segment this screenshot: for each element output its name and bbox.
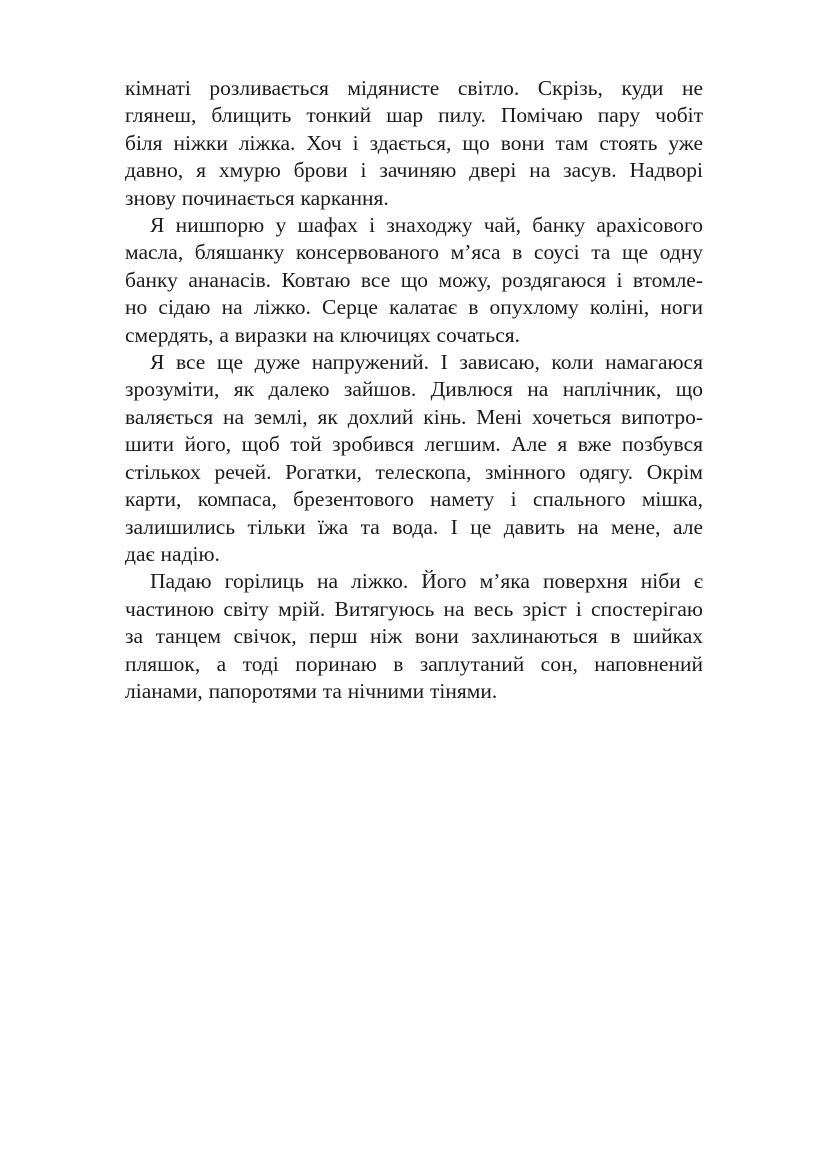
text-line: но сідаю на ліжко. Серце калатає в опухлому коліні, ноги (125, 295, 703, 320)
paragraph (125, 349, 703, 568)
text-line: карти, компаса, брезентового намету і спального мішка, (125, 487, 703, 512)
text-line: смердять, а виразки на ключицях сочаться. (125, 322, 520, 347)
text-line: стількох речей. Рогатки, телескопа, змінного одягу. Окрім (125, 459, 703, 484)
text-line: біля ніжки ліжка. Хоч і здається, що вони там стоять уже (125, 130, 703, 155)
text-line: пляшок, а тоді поринаю в заплутаний сон, наповнений (125, 651, 703, 676)
text-line: масла, бляшанку консервованого м’яса в соусі та ще одну (125, 240, 703, 265)
text-line: кімнаті розливається мідянисте світло. Скрізь, куди не (125, 76, 703, 100)
text-block (125, 75, 703, 705)
text-line: давно, я хмурю брови і зачиняю двері на засув. Надворі (125, 158, 703, 183)
text-line: знову починається каркання. (125, 185, 389, 210)
text-line: Я все ще дуже напружений. І зависаю, коли намагаюся (150, 350, 703, 375)
paragraph (125, 75, 703, 212)
text-line: глянеш, блищить тонкий шар пилу. Помічаю пару чобіт (125, 103, 703, 128)
text-line: ліанами, папоротями та нічними тінями. (125, 678, 498, 703)
text-line: Падаю горілиць на ліжко. Його м’яка поверхня ніби є (150, 569, 703, 594)
text-line: Я нишпорю у шафах і знаходжу чай, банку арахісового (150, 213, 703, 238)
text-line: за танцем свічок, перш ніж вони захлинаються в шийках (125, 624, 703, 649)
paragraph (125, 568, 703, 705)
text-line: дає надію. (125, 541, 220, 566)
text-line: зрозуміти, як далеко зайшов. Дивлюся на наплічник, що (125, 377, 703, 402)
text-line: залишились тільки їжа та вода. І це давить на мене, але (125, 514, 703, 539)
text-line: банку ананасів. Ковтаю все що можу, роздягаюся і втомле- (125, 267, 703, 292)
text-line: частиною світу мрій. Витягуюсь на весь зріст і спостерігаю (125, 596, 703, 621)
text-line: валяється на землі, як дохлий кінь. Мені хочеться випотро- (125, 404, 703, 429)
paragraph (125, 212, 703, 349)
text-line: шити його, щоб той зробився легшим. Але я вже позбувся (125, 432, 703, 457)
